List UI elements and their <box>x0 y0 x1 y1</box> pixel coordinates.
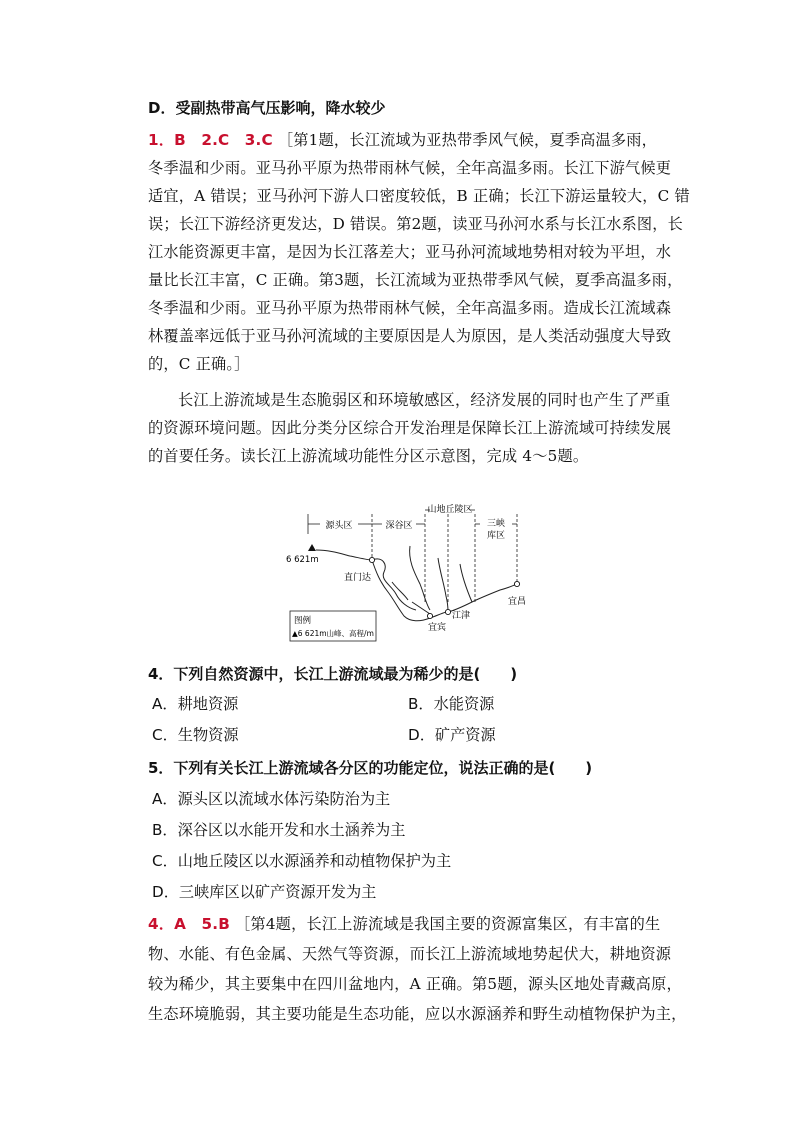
question-4-stem: 4．下列自然资源中，长江上游流域最为稀少的是( ) <box>148 665 518 683</box>
city-yibin-label: 宜宾 <box>428 623 447 633</box>
legend-title: 图例 <box>294 616 312 626</box>
zone-hill-label: 山地丘陵区 <box>427 505 473 515</box>
answer-1-text-0: ［第1题，长江流域为亚热带季风气候，夏季高温多雨， <box>277 131 658 149</box>
answer-2-text-1: 物、水能、有色金属、天然气等资源，而长江上游流域地势起伏大，耕地资源 <box>148 945 672 963</box>
zone-source-label: 源头区 <box>325 521 353 531</box>
answer-1-first-line <box>148 130 678 150</box>
answer-1-text-5: 量比长江丰富，C 正确。第3题，长江流域为亚热带季风气候，夏季高温多雨， <box>148 271 683 289</box>
city-jiangjin-marker <box>445 609 450 614</box>
answer-1-text-6: 冬季温和少雨。亚马孙平原为热带雨林气候，全年高温多雨。造成长江流域森 <box>148 299 672 317</box>
question-4-option-c: C．生物资源 <box>152 726 239 744</box>
answer-2-text-0: ［第4题，长江上游流域是我国主要的资源富集区，有丰富的生 <box>235 915 661 933</box>
city-yibin-marker <box>427 613 432 618</box>
question-4-option-d: D．矿产资源 <box>408 726 496 744</box>
city-yichang-label: 宜昌 <box>508 597 527 607</box>
answer-2-text-2: 较为稀少，其主要集中在四川盆地内，A 正确。第5题，源头区地处青藏高原， <box>148 975 682 993</box>
question-5-option-a: A．源头区以流域水体污染防治为主 <box>152 790 391 808</box>
answer-1-text-8: 的，C 正确。］ <box>148 355 250 373</box>
peak-label: 6 621m <box>286 555 319 565</box>
legend-item: ▲6 621m山峰、高程/m <box>292 629 374 638</box>
zone-three-gorges-label-2: 库区 <box>486 531 506 541</box>
peak-icon <box>308 544 316 551</box>
answer-1-text-1: 冬季温和少雨。亚马孙平原为热带雨林气候，全年高温多雨。长江下游气候更 <box>148 159 672 177</box>
city-zhimenda-label: 直门达 <box>344 573 372 583</box>
answer-1-text-2: 适宜，A 错误；亚马孙河下游人口密度较低，B 正确；长江下游运量较大，C 错 <box>148 187 690 205</box>
answer-2-first-line <box>148 914 678 934</box>
answer-1-text-4: 江水能资源更丰富，是因为长江落差大；亚马孙河流域地势相对较为平坦，水 <box>148 243 672 261</box>
question-5-option-d: D．三峡库区以矿产资源开发为主 <box>152 883 377 901</box>
city-yichang-marker <box>514 581 519 586</box>
question-5-option-c: C．山地丘陵区以水源涵养和动植物保护为主 <box>152 852 452 870</box>
answer-1-text-3: 误；长江下游经济更发达，D 错误。第2题，读亚马孙河水系与长江水系图，长 <box>148 215 684 233</box>
question-4-option-a: A．耕地资源 <box>152 695 239 713</box>
question-5-option-b: B．深谷区以水能开发和水土涵养为主 <box>152 821 406 839</box>
yangtze-upper-map <box>280 498 530 648</box>
zone-three-gorges-label-1: 三峡 <box>486 519 506 529</box>
answer-2-text-3: 生态环境脆弱，其主要功能是生态功能，应以水源涵养和野生动植物保护为主， <box>148 1005 687 1023</box>
question-5-stem: 5．下列有关长江上游流域各分区的功能定位，说法正确的是( ) <box>148 759 593 777</box>
intro-line-1: 的资源环境问题。因此分类分区综合开发治理是保障长江上游流域可持续发展 <box>148 419 672 437</box>
city-zhimenda-marker <box>369 557 374 562</box>
zone-gorge-label: 深谷区 <box>385 521 413 531</box>
prev-option-d: D．受副热带高气压影响，降水较少 <box>148 99 386 117</box>
city-jiangjin-label: 江津 <box>452 611 471 621</box>
intro-line-0: 长江上游流域是生态脆弱区和环境敏感区，经济发展的同时也产生了严重 <box>178 391 671 409</box>
answer-2-key: 4．A 5.B <box>148 915 231 933</box>
intro-line-2: 的首要任务。读长江上游流域功能性分区示意图，完成 4～5题。 <box>148 447 589 465</box>
river-lines <box>316 546 517 621</box>
answer-1-text-7: 林覆盖率远低于亚马孙河流域的主要原因是人为原因，是人类活动强度大导致 <box>148 327 672 345</box>
question-4-option-b: B．水能资源 <box>408 695 495 713</box>
answer-1-key: 1．B 2.C 3.C <box>148 131 273 149</box>
